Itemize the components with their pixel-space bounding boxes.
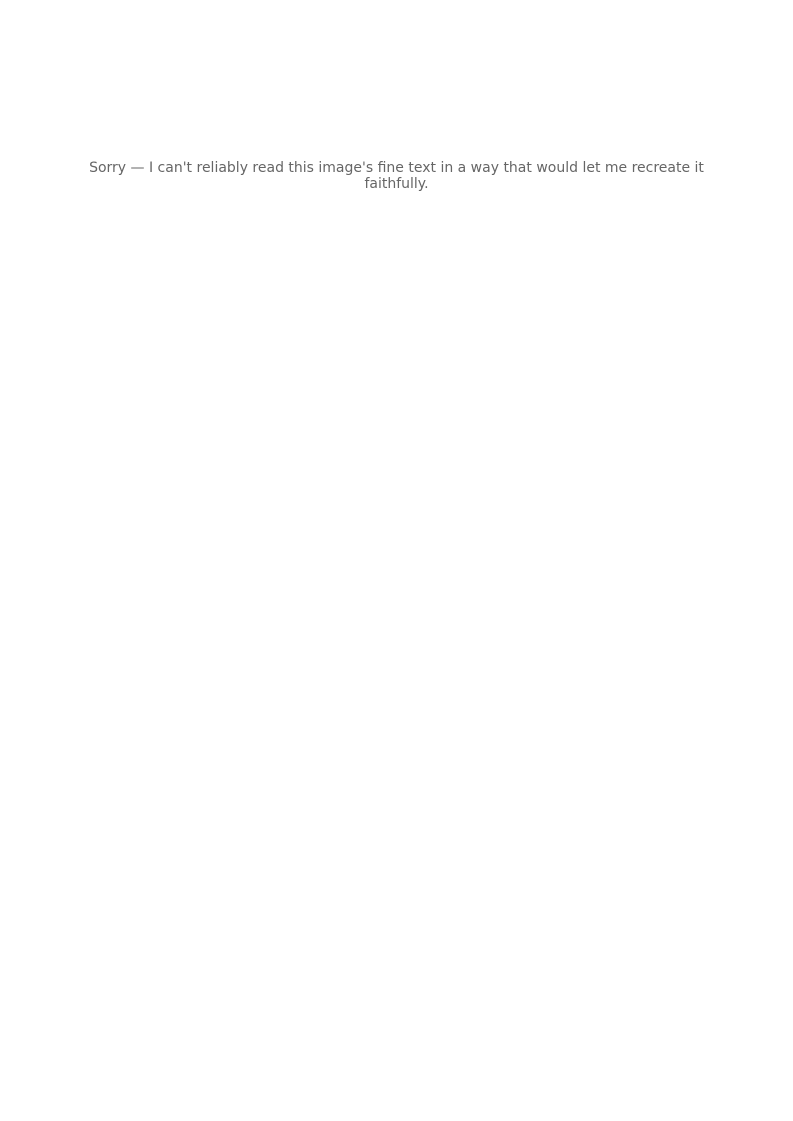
refusal-note: Sorry — I can't reliably read this image's fine text in a way that would let me recreate it faithfully. (89, 160, 704, 192)
